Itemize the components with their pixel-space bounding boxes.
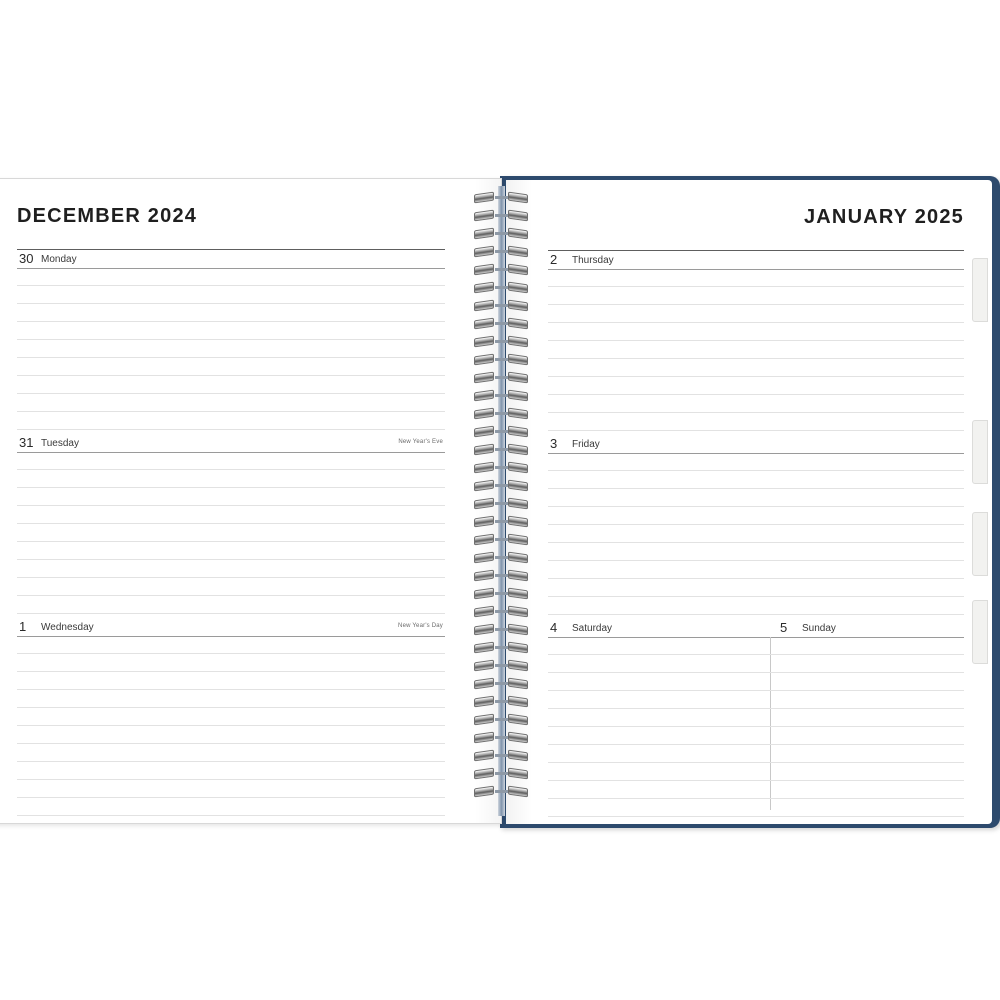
- writing-line[interactable]: [17, 394, 445, 412]
- writing-line[interactable]: [17, 268, 445, 286]
- day-block-thursday[interactable]: [548, 252, 964, 270]
- writing-line[interactable]: [548, 655, 964, 673]
- writing-line[interactable]: [548, 745, 964, 763]
- header-rule-left: [17, 249, 445, 250]
- spiral-coil: [474, 570, 528, 581]
- writing-line[interactable]: [17, 470, 445, 488]
- writing-line[interactable]: [17, 340, 445, 358]
- spiral-coil: [474, 768, 528, 779]
- spiral-coil: [474, 606, 528, 617]
- writing-line[interactable]: [17, 560, 445, 578]
- writing-lines[interactable]: [17, 452, 445, 614]
- writing-line[interactable]: [17, 322, 445, 340]
- writing-line[interactable]: [548, 709, 964, 727]
- day-number: 1: [19, 619, 27, 634]
- writing-line[interactable]: [548, 727, 964, 745]
- spiral-coil: [474, 372, 528, 383]
- writing-line[interactable]: [548, 395, 964, 413]
- writing-line[interactable]: [548, 561, 964, 579]
- day-header: [17, 251, 445, 269]
- writing-line[interactable]: [548, 579, 964, 597]
- day-note: New Year's Eve: [398, 439, 443, 445]
- index-tab[interactable]: [972, 420, 988, 484]
- spiral-coil: [474, 714, 528, 725]
- day-block-tuesday[interactable]: [17, 435, 445, 453]
- day-header: [17, 619, 445, 637]
- month-title-right: JANUARY 2025: [803, 206, 964, 228]
- writing-line[interactable]: [17, 596, 445, 614]
- writing-line[interactable]: [17, 690, 445, 708]
- writing-line[interactable]: [17, 654, 445, 672]
- spiral-coil: [474, 444, 528, 455]
- header-rule-right: [548, 250, 964, 251]
- index-tab[interactable]: [972, 600, 988, 664]
- day-number: 31: [19, 435, 34, 450]
- spiral-coil: [474, 498, 528, 509]
- writing-line[interactable]: [17, 798, 445, 816]
- writing-line[interactable]: [548, 453, 964, 471]
- writing-line[interactable]: [548, 377, 964, 395]
- writing-line[interactable]: [17, 542, 445, 560]
- writing-line[interactable]: [17, 708, 445, 726]
- writing-line[interactable]: [548, 287, 964, 305]
- day-name: Tuesday: [41, 438, 79, 449]
- day-block-friday[interactable]: [548, 436, 964, 454]
- writing-line[interactable]: [548, 413, 964, 431]
- spiral-coil: [474, 264, 528, 275]
- spiral-coil: [474, 462, 528, 473]
- spiral-coil: [474, 318, 528, 329]
- writing-line[interactable]: [17, 304, 445, 322]
- day-number: 5: [780, 620, 788, 635]
- writing-line[interactable]: [548, 637, 964, 655]
- spiral-coil: [474, 552, 528, 563]
- day-block-wednesday[interactable]: [17, 619, 445, 637]
- writing-line[interactable]: [548, 359, 964, 377]
- writing-line[interactable]: [548, 305, 964, 323]
- day-name: Friday: [572, 439, 600, 450]
- writing-line[interactable]: [17, 412, 445, 430]
- day-name: Wednesday: [41, 622, 94, 633]
- writing-lines[interactable]: [548, 637, 964, 817]
- writing-line[interactable]: [548, 323, 964, 341]
- day-block-weekend[interactable]: [548, 620, 964, 810]
- writing-lines[interactable]: [17, 268, 445, 430]
- writing-line[interactable]: [17, 286, 445, 304]
- day-header: [548, 252, 964, 270]
- writing-lines[interactable]: [548, 453, 964, 615]
- writing-line[interactable]: [548, 799, 964, 817]
- writing-line[interactable]: [17, 780, 445, 798]
- writing-line[interactable]: [548, 269, 964, 287]
- writing-lines[interactable]: [548, 269, 964, 431]
- day-number: 2: [550, 252, 558, 267]
- month-title-left: DECEMBER 2024: [17, 205, 198, 227]
- writing-line[interactable]: [548, 341, 964, 359]
- planner-page-right: [506, 180, 992, 824]
- day-number: 4: [550, 620, 558, 635]
- planner-page-left: [0, 178, 502, 824]
- writing-line[interactable]: [17, 726, 445, 744]
- index-tab[interactable]: [972, 512, 988, 576]
- writing-line[interactable]: [548, 489, 964, 507]
- writing-line[interactable]: [17, 506, 445, 524]
- writing-line[interactable]: [548, 471, 964, 489]
- writing-line[interactable]: [548, 597, 964, 615]
- spiral-coil: [474, 246, 528, 257]
- day-header: [17, 435, 445, 453]
- writing-line[interactable]: [548, 763, 964, 781]
- writing-line[interactable]: [17, 578, 445, 596]
- day-number: 3: [550, 436, 558, 451]
- spiral-coil: [474, 786, 528, 797]
- spiral-coil: [474, 678, 528, 689]
- writing-line[interactable]: [548, 691, 964, 709]
- writing-line[interactable]: [17, 358, 445, 376]
- spiral-coil: [474, 588, 528, 599]
- day-name: Thursday: [572, 255, 614, 266]
- spiral-coil: [474, 390, 528, 401]
- writing-line[interactable]: [17, 376, 445, 394]
- writing-line[interactable]: [548, 543, 964, 561]
- writing-line[interactable]: [17, 488, 445, 506]
- spiral-coil: [474, 300, 528, 311]
- spiral-coil: [474, 282, 528, 293]
- writing-line[interactable]: [17, 762, 445, 780]
- spiral-coil: [474, 696, 528, 707]
- spiral-coil: [474, 534, 528, 545]
- spiral-coil: [474, 426, 528, 437]
- spiral-binding: [470, 186, 532, 816]
- spiral-coil: [474, 480, 528, 491]
- spiral-coil: [474, 210, 528, 221]
- spiral-coil: [474, 750, 528, 761]
- spiral-coil: [474, 732, 528, 743]
- day-header: [548, 436, 964, 454]
- spiral-coil: [474, 660, 528, 671]
- day-number: 30: [19, 251, 34, 266]
- day-name: Sunday: [802, 623, 836, 634]
- writing-line[interactable]: [548, 507, 964, 525]
- writing-line[interactable]: [17, 744, 445, 762]
- day-name: Saturday: [572, 623, 613, 634]
- day-note: New Year's Day: [398, 623, 443, 629]
- writing-line[interactable]: [17, 452, 445, 470]
- spiral-coil: [474, 624, 528, 635]
- writing-lines[interactable]: [17, 636, 445, 816]
- writing-line[interactable]: [17, 636, 445, 654]
- spiral-coil: [474, 642, 528, 653]
- spiral-coil: [474, 336, 528, 347]
- writing-line[interactable]: [17, 672, 445, 690]
- spiral-coil: [474, 192, 528, 203]
- day-name: Monday: [41, 254, 77, 265]
- writing-line[interactable]: [548, 673, 964, 691]
- spiral-coil: [474, 354, 528, 365]
- spiral-coil: [474, 408, 528, 419]
- spiral-coil: [474, 228, 528, 239]
- writing-line[interactable]: [17, 524, 445, 542]
- index-tab[interactable]: [972, 258, 988, 322]
- spiral-coil: [474, 516, 528, 527]
- writing-line[interactable]: [548, 525, 964, 543]
- day-header-weekend: [548, 620, 964, 638]
- day-block-monday[interactable]: [17, 251, 445, 269]
- writing-line[interactable]: [548, 781, 964, 799]
